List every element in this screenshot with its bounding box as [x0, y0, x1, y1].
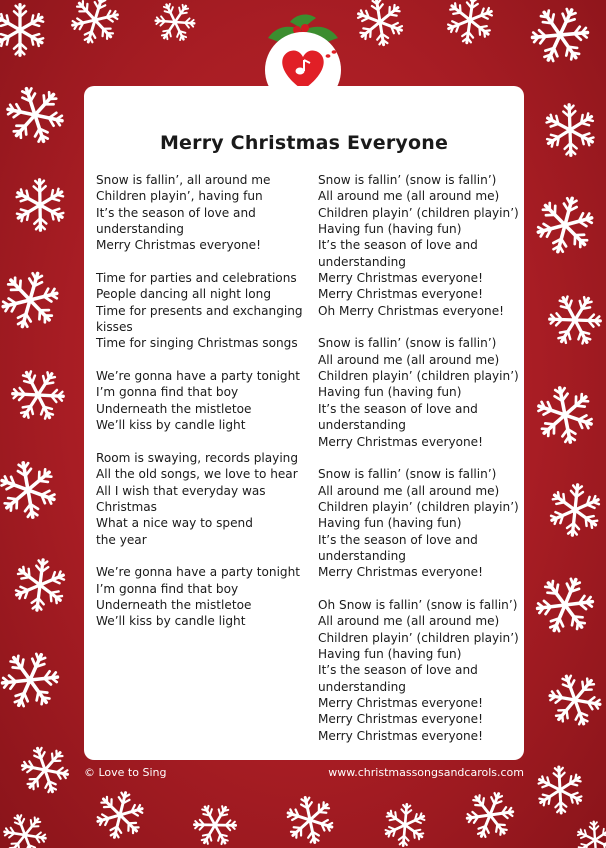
snowflake-icon [570, 815, 606, 848]
lyric-line: Snow is fallin’ (snow is fallin’) [318, 336, 497, 351]
snowflake-icon [0, 5, 44, 56]
lyric-line: All around me (all around me) [318, 614, 500, 629]
website-url: www.christmassongsandcarols.com [328, 766, 524, 779]
snowflake-icon [536, 96, 604, 163]
snowflake-icon [0, 807, 53, 848]
lyric-line: understanding [318, 254, 406, 269]
snowflake-icon [348, 0, 411, 53]
lyric-line: Time for singing Christmas songs [96, 336, 298, 351]
lyrics-stanza [96, 564, 304, 629]
lyrics-stanza [96, 172, 304, 254]
lyric-line: Children playin’ (children playin’) [318, 369, 519, 384]
lyric-line: Oh Merry Christmas everyone! [318, 303, 504, 318]
lyric-line: We’ll kiss by candle light [96, 418, 246, 433]
lyric-line: All around me (all around me) [318, 352, 500, 367]
snowflake-icon [445, 0, 495, 46]
lyric-line: Snow is fallin’ (snow is fallin’) [318, 467, 497, 482]
copyright-text: © Love to Sing [84, 766, 167, 779]
lyric-line: We’ll kiss by candle light [96, 614, 246, 629]
lyric-line: I’m gonna find that boy [96, 581, 239, 596]
lyric-line: Merry Christmas everyone! [318, 728, 483, 743]
snowflake-icon [67, 0, 122, 48]
lyric-line: All the old songs, we love to hear [96, 467, 298, 482]
lyric-line: We’re gonna have a party tonight [96, 565, 301, 580]
lyric-line: Merry Christmas everyone! [318, 434, 483, 449]
lyrics-stanza [318, 466, 518, 580]
lyric-line: What a nice way to spend [96, 516, 253, 531]
lyric-line: Underneath the mistletoe [96, 597, 252, 612]
snowflake-icon [13, 738, 76, 801]
lyric-line: Oh Snow is fallin’ (snow is fallin’) [318, 597, 518, 612]
lyrics-stanza [318, 597, 518, 744]
lyric-line: People dancing all night long [96, 287, 271, 302]
snowflake-icon [0, 644, 65, 716]
lyrics-stanza [96, 368, 304, 433]
snowflake-icon [549, 482, 602, 537]
snowflake-icon [529, 759, 591, 821]
lyrics-stanza [318, 335, 518, 449]
lyric-line: Merry Christmas everyone! [318, 696, 483, 710]
lyric-line: Children playin’ (children playin’) [318, 205, 519, 220]
lyric-line: Snow is fallin’, all around me [96, 173, 271, 187]
snowflake-icon [0, 266, 63, 333]
lyric-line: Having fun (having fun) [318, 516, 462, 531]
snowflake-icon [93, 787, 146, 842]
snowflake-icon [0, 77, 73, 153]
lyric-line: Merry Christmas everyone! [318, 565, 483, 580]
lyric-line: Christmas [96, 499, 157, 514]
lyric-line: Having fun (having fun) [318, 222, 462, 237]
lyric-line: kisses [96, 320, 133, 335]
lyric-line: understanding [318, 418, 406, 433]
snowflake-icon [0, 452, 66, 528]
snowflake-icon [530, 569, 600, 640]
lyric-line: All around me (all around me) [318, 483, 500, 498]
snowflake-icon [527, 377, 603, 453]
lyric-line: Merry Christmas everyone! [318, 712, 483, 727]
lyrics-stanza [318, 172, 518, 319]
lyric-line: It’s the season of love and [318, 401, 478, 416]
snowflake-icon [461, 786, 519, 845]
lyric-line: understanding [318, 548, 406, 563]
lyric-line: Children playin’, having fun [96, 189, 263, 204]
snowflake-icon [384, 803, 427, 848]
lyric-line: the year [96, 532, 147, 547]
snowflake-icon [13, 557, 67, 613]
lyric-line: It’s the season of love and [96, 205, 256, 220]
lyric-line: Snow is fallin’ (snow is fallin’) [318, 173, 497, 187]
lyric-line: Underneath the mistletoe [96, 401, 252, 416]
snowflake-icon [188, 797, 243, 848]
lyric-line: It’s the season of love and [318, 532, 478, 547]
song-title: Merry Christmas Everyone [159, 132, 449, 154]
lyric-line: Room is swaying, records playing [96, 450, 299, 465]
snowflake-icon [278, 788, 341, 848]
lyric-line: Children playin’ (children playin’) [318, 499, 519, 514]
lyric-line: Time for parties and celebrations [96, 271, 297, 286]
lyric-line: Merry Christmas everyone! [96, 238, 261, 253]
lyrics-card [84, 86, 524, 760]
lyric-line: Children playin’ (children playin’) [318, 630, 519, 645]
lyrics-stanza [96, 450, 304, 548]
lyrics-column-left [96, 172, 304, 646]
lyric-line: Having fun (having fun) [318, 646, 462, 661]
lyric-line: Time for presents and exchanging [96, 303, 303, 318]
lyrics-column-right [318, 172, 518, 760]
snowflake-icon [533, 192, 598, 259]
snowflake-icon [541, 286, 606, 354]
snowflake-icon [540, 665, 606, 735]
lyrics-stanza [96, 270, 304, 352]
snowflake-icon [525, 0, 596, 71]
lyric-line: Merry Christmas everyone! [318, 271, 483, 286]
lyric-line: understanding [96, 222, 184, 237]
lyric-line: Merry Christmas everyone! [318, 287, 483, 302]
snowflake-icon [149, 0, 201, 48]
lyric-line: It’s the season of love and [318, 663, 478, 678]
lyric-line: I’m gonna find that boy [96, 385, 239, 400]
lyric-line: All around me (all around me) [318, 189, 500, 204]
snowflake-icon [6, 171, 74, 238]
lyric-line: It’s the season of love and [318, 238, 478, 253]
lyric-line: All I wish that everyday was [96, 483, 266, 498]
lyric-line: We’re gonna have a party tonight [96, 369, 301, 384]
lyric-line: understanding [318, 679, 406, 694]
snowflake-icon [4, 361, 72, 430]
lyric-line: Having fun (having fun) [318, 385, 462, 400]
